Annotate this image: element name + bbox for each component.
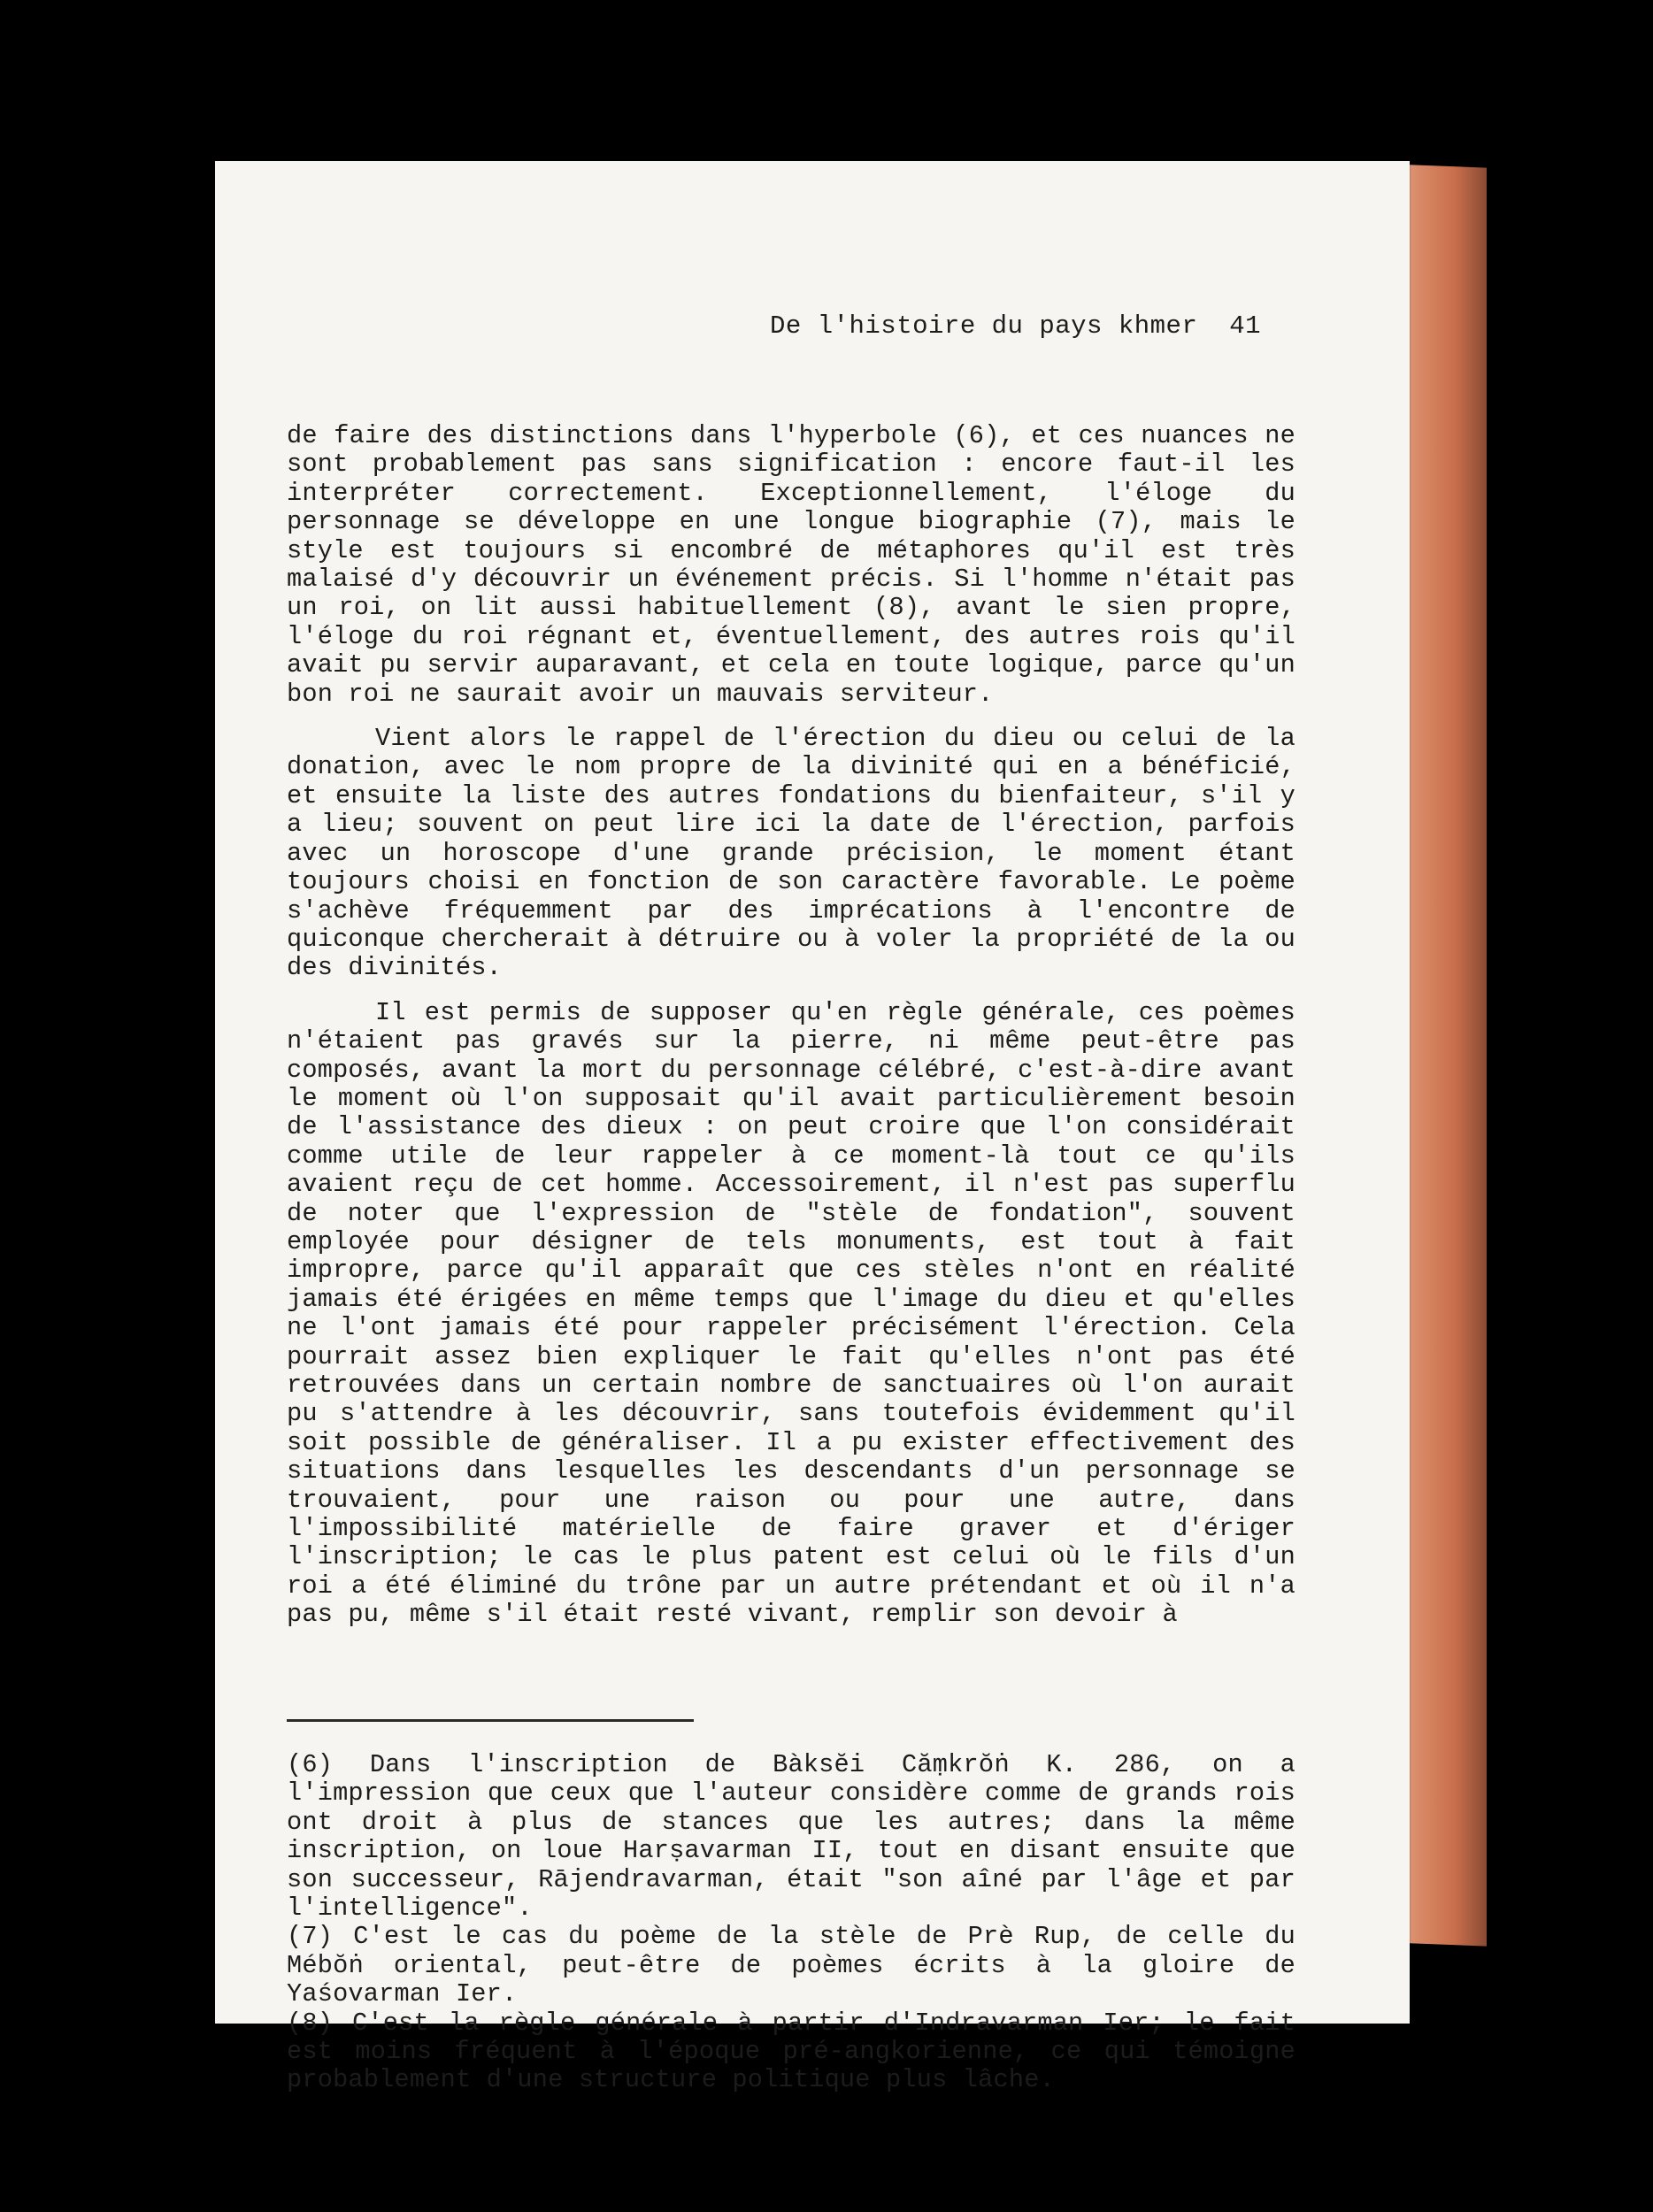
footnote-7: (7) C'est le cas du poème de la stèle de Prè Rup, de celle du Mébŏṅ oriental, peut-être de poèmes écrits à la gloire de Yaśovarman Ier. [287, 1922, 1295, 2009]
footnote-6: (6) Dans l'inscription de Bàksĕi Căṃkrŏṅ K. 286, on a l'impression que ceux que l'auteur considère comme de grands rois ont droit à plus de stances que les autres; dans la même inscription, on loue Harṣavarman II, tout en disant ensuite que son successeur, Rājendravarman, était "son aîné par l'âge et par l'intelligence". [287, 1750, 1295, 1924]
running-head [770, 311, 1261, 341]
footnotes [287, 1751, 1295, 2095]
page-number: 41 [1229, 311, 1261, 341]
body-text [287, 422, 1295, 1646]
paragraph-1: de faire des distinctions dans l'hyperbole (6), et ces nuances ne sont probablement pas sans signification : encore faut-il les interpréter correctement. Exceptionnellement, l'éloge du personnage se développe en une longue biographie (7), mais le style est toujours si encombré de métaphores qu'il est très malaisé d'y découvrir un événement précis. Si l'homme n'était pas un roi, on lit aussi habituellement (8), avant le sien propre, l'éloge du roi régnant et, éventuellement, des autres rois qu'il avait pu servir auparavant, et cela en toute logique, parce qu'un bon roi ne saurait avoir un mauvais serviteur. [287, 421, 1295, 709]
paragraph-2: Vient alors le rappel de l'érection du dieu ou celui de la donation, avec le nom propre de la divinité qui en a bénéficié, et ensuite la liste des autres fondations du bienfaiteur, s'il y a lieu; souvent on peut lire ici la date de l'érection, parfois avec un horoscope d'une grande précision, le moment étant toujours choisi en fonction de son caractère favorable. Le poème s'achève fréquemment par des imprécations à l'encontre de quiconque chercherait à détruire ou à voler la propriété de la ou des divinités. [287, 724, 1295, 983]
footnote-rule [287, 1719, 694, 1722]
book-page [215, 161, 1410, 2095]
footnote-8: (8) C'est la règle générale à partir d'Indravarman Ier; le fait est moins fréquent à l'époque pré-angkorienne, ce qui témoigne probablement d'une structure politique plus lâche. [287, 2008, 1295, 2095]
paragraph-3: Il est permis de supposer qu'en règle générale, ces poèmes n'étaient pas gravés sur la pierre, ni même peut-être pas composés, avant la mort du personnage célébré, c'est-à-dire avant le moment où l'on supposait qu'il avait particulièrement besoin de l'assistance des dieux : on peut croire que l'on considérait comme utile de leur rappeler à ce moment-là tout ce qu'ils avaient reçu de cet homme. Accessoirement, il n'est pas superflu de noter que l'expression de "stèle de fondation", souvent employée pour désigner de tels monuments, est tout à fait impropre, parce qu'il apparaît que ces stèles n'ont en réalité jamais été érigées en même temps que l'image du dieu et qu'elles ne l'ont jamais été pour rappeler précisément l'érection. Cela pourrait assez bien expliquer le fait qu'elles n'ont pas été retrouvées dans un certain nombre de sanctuaires où l'on aurait pu s'attendre à les découvrir, sans toutefois évidemment qu'il soit possible de généraliser. Il a pu exister effectivement des situations dans lesquelles les descendants d'un personnage se trouvaient, pour une raison ou pour une autre, dans l'impossibilité matérielle de faire graver et d'ériger l'inscription; le cas le plus patent est celui où le fils d'un roi a été éliminé du trône par un autre prétendant et où il n'a pas pu, même s'il était resté vivant, remplir son devoir à [287, 997, 1295, 1630]
running-title: De l'histoire du pays khmer [769, 311, 1198, 341]
